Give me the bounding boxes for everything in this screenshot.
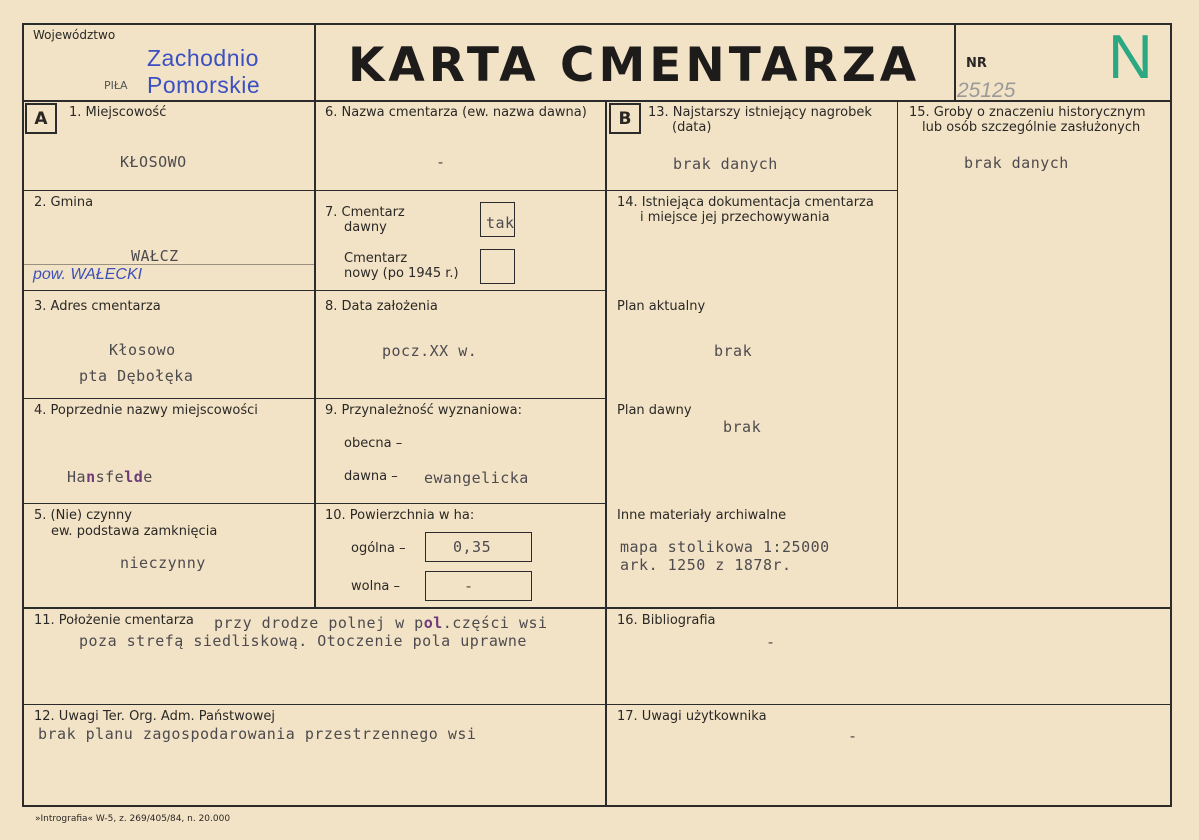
plan-dawny-label: Plan dawny bbox=[617, 403, 692, 418]
voivodeship-line1: Zachodnio bbox=[147, 45, 259, 71]
field14-label-line2: i miejsce jej przechowywania bbox=[640, 210, 830, 225]
field4-value-part: sfe bbox=[95, 468, 125, 486]
field5-label-line2: ew. podstawa zamknięcia bbox=[51, 524, 218, 539]
field9-label: 9. Przynależność wyznaniowa: bbox=[325, 403, 523, 418]
row-line-low bbox=[22, 704, 1172, 705]
page-title: KARTA CMENTARZA bbox=[348, 38, 921, 93]
row-line-mid bbox=[22, 607, 1172, 609]
row-line-a2 bbox=[22, 290, 606, 291]
footer-imprint: »Intrografia« W-5, z. 269/405/84, n. 20.000 bbox=[35, 814, 231, 824]
field9-dawna-value: ewangelicka bbox=[424, 469, 529, 487]
field6-value: - bbox=[436, 153, 446, 171]
field2-value: WAŁCZ bbox=[131, 247, 179, 265]
field13-label-line2: (data) bbox=[672, 120, 712, 135]
plan-dawny-value: brak bbox=[723, 418, 762, 436]
frame-left bbox=[22, 23, 24, 807]
field9-dawna-label: dawna – bbox=[344, 469, 398, 484]
field11-value-correction: ol bbox=[423, 614, 443, 632]
nr-label: NR bbox=[966, 56, 987, 71]
field7-label-line1: 7. Cmentarz bbox=[325, 205, 405, 220]
row-line-b1 bbox=[606, 190, 897, 191]
field4-value-correction: ld bbox=[124, 468, 144, 486]
field9-obecna-label: obecna – bbox=[344, 436, 403, 451]
field10-label: 10. Powierzchnia w ha: bbox=[325, 508, 475, 523]
field15-label-line1: 15. Groby o znaczeniu historycznym bbox=[909, 105, 1146, 120]
field4-value-part: Ha bbox=[67, 468, 87, 486]
row-line-a4 bbox=[22, 503, 606, 504]
col-divider-2 bbox=[605, 100, 607, 805]
field13-label-line1: 13. Najstarszy istniejący nagrobek bbox=[648, 105, 872, 120]
field4-value-part: e bbox=[143, 468, 153, 486]
field15-label-line2: lub osób szczególnie zasłużonych bbox=[922, 120, 1141, 135]
field11-value-line2: poza strefą siedliskową. Otoczenie pola uprawne bbox=[79, 632, 527, 650]
field4-value-correction: n bbox=[86, 468, 96, 486]
field11-value-part: przy drodze polnej w p bbox=[214, 614, 424, 632]
frame-bottom bbox=[22, 805, 1172, 807]
plan-aktualny-value: brak bbox=[714, 342, 753, 360]
field11-value-line1 bbox=[214, 614, 548, 632]
field7-label-line4: nowy (po 1945 r.) bbox=[344, 266, 459, 281]
col-divider-1 bbox=[314, 100, 316, 608]
nr-letter: N bbox=[1108, 23, 1153, 92]
field1-value: KŁOSOWO bbox=[120, 153, 187, 171]
field4-label: 4. Poprzednie nazwy miejscowości bbox=[34, 403, 258, 418]
field7-label-line3: Cmentarz bbox=[344, 251, 408, 266]
frame-right bbox=[1170, 23, 1172, 807]
field10-wolna-box bbox=[425, 571, 532, 601]
field2-handwritten: pow. WAŁECKI bbox=[33, 266, 143, 283]
inne-label: Inne materiały archiwalne bbox=[617, 508, 787, 523]
inne-value-line1: mapa stolikowa 1:25000 bbox=[620, 538, 830, 556]
col-divider-3 bbox=[897, 100, 898, 608]
field15-value: brak danych bbox=[964, 154, 1069, 172]
field5-value: nieczynny bbox=[120, 554, 206, 572]
field14-label-line1: 14. Istniejąca dokumentacja cmentarza bbox=[617, 195, 874, 210]
plan-aktualny-label: Plan aktualny bbox=[617, 299, 706, 314]
field11-value-part: .części wsi bbox=[442, 614, 548, 632]
field3-label: 3. Adres cmentarza bbox=[34, 299, 161, 314]
nr-number: 25125 bbox=[957, 79, 1016, 102]
row-line-a1 bbox=[22, 190, 606, 191]
nr-divider bbox=[954, 23, 956, 101]
inne-value-line2: ark. 1250 z 1878r. bbox=[620, 556, 792, 574]
title-left-rule bbox=[314, 23, 316, 101]
field10-wolna-label: wolna – bbox=[351, 579, 401, 594]
field3-value-line2: pta Dębołęka bbox=[79, 367, 194, 385]
field5-label-line1: 5. (Nie) czynny bbox=[34, 508, 132, 523]
section-b-marker: B bbox=[609, 103, 641, 134]
field2-label: 2. Gmina bbox=[34, 195, 94, 210]
section-a-marker: A bbox=[25, 103, 57, 134]
field12-label: 12. Uwagi Ter. Org. Adm. Państwowej bbox=[34, 709, 275, 724]
field6-label: 6. Nazwa cmentarza (ew. nazwa dawna) bbox=[325, 105, 587, 120]
field7-label-line2: dawny bbox=[344, 220, 387, 235]
field17-label: 17. Uwagi użytkownika bbox=[617, 709, 767, 724]
field3-value-line1: Kłosowo bbox=[109, 341, 176, 359]
wojewodztwo-label: Województwo bbox=[33, 28, 116, 42]
field8-label: 8. Data założenia bbox=[325, 299, 438, 314]
voivodeship-line2: Pomorskie bbox=[147, 72, 261, 98]
frame-top bbox=[22, 23, 1172, 25]
field16-value: - bbox=[766, 633, 776, 651]
field11-label: 11. Położenie cmentarza bbox=[34, 613, 194, 628]
field7-nowy-checkbox bbox=[480, 249, 515, 284]
field10-ogolna-value: 0,35 bbox=[453, 538, 492, 556]
field12-value: brak planu zagospodarowania przestrzennego wsi bbox=[38, 725, 477, 743]
field8-value: pocz.XX w. bbox=[382, 342, 478, 360]
field13-value: brak danych bbox=[673, 155, 778, 173]
field17-value: - bbox=[848, 727, 858, 745]
field1-label: 1. Miejscowość bbox=[69, 105, 167, 120]
field7-dawny-value: tak bbox=[486, 214, 515, 232]
field4-value bbox=[67, 468, 153, 486]
field10-ogolna-label: ogólna – bbox=[351, 541, 406, 556]
field16-label: 16. Bibliografia bbox=[617, 613, 716, 628]
field10-wolna-value: - bbox=[464, 577, 474, 595]
row-line-a3 bbox=[22, 398, 606, 399]
voivodeship-prefix: PIŁA bbox=[104, 79, 128, 92]
